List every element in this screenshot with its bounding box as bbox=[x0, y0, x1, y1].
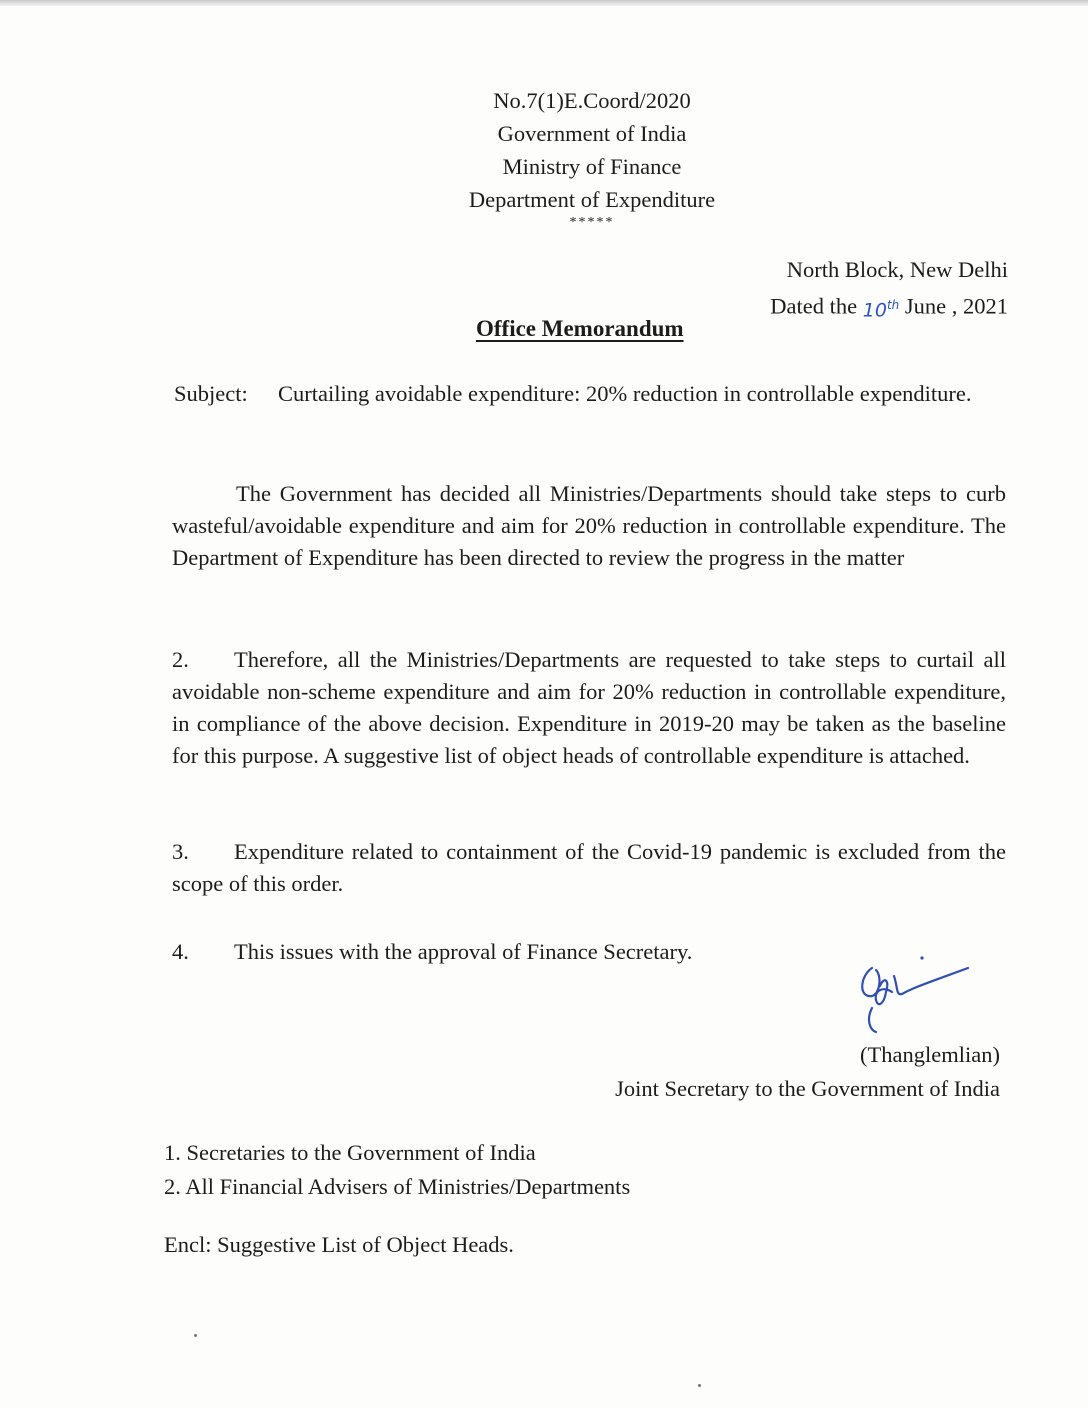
separator-stars: ***** bbox=[569, 215, 615, 230]
handwritten-day-number: 10 bbox=[862, 299, 887, 322]
memo-title: Office Memorandum bbox=[476, 316, 684, 341]
scan-speck bbox=[194, 1334, 197, 1337]
subject-text: Curtailing avoidable expenditure: 20% reduction in controllable expenditure. bbox=[278, 381, 972, 406]
paragraph-text: Expenditure related to containment of the Covid-19 pandemic is excluded from the scope of this order. bbox=[172, 839, 1006, 896]
handwritten-day bbox=[863, 289, 900, 326]
subject-label: Subject: bbox=[174, 381, 248, 406]
government-name: Government of India bbox=[497, 121, 687, 146]
paragraph-2 bbox=[172, 644, 1006, 772]
date-line bbox=[770, 286, 1008, 323]
paragraph-number: 4. bbox=[172, 939, 189, 964]
signature-dot bbox=[920, 956, 923, 959]
signature-stroke bbox=[862, 968, 968, 1032]
paragraph-1: The Government has decided all Ministries/Departments should take steps to curb wasteful/avoidable expenditure and aim for 20% reduction in controllable expenditure. The Department of Expenditure has been directed to review the progress in the matter bbox=[172, 481, 1006, 570]
signatory-name: (Thanglemlian) bbox=[860, 1042, 1000, 1067]
letterhead bbox=[392, 84, 792, 230]
paragraph-number: 3. bbox=[172, 839, 189, 864]
signatory-block bbox=[615, 1038, 1000, 1106]
place-and-date bbox=[770, 254, 1008, 323]
paragraph-number: 2. bbox=[172, 647, 189, 672]
reference-number: No.7(1)E.Coord/2020 bbox=[493, 88, 691, 113]
subject-block bbox=[174, 378, 1008, 410]
distribution-item: 2. All Financial Advisers of Ministries/Departments bbox=[164, 1174, 631, 1199]
paragraph-text: This issues with the approval of Finance Secretary. bbox=[234, 939, 693, 964]
paragraph-text: Therefore, all the Ministries/Departments are requested to take steps to curtail all avoidable non-scheme expenditure and aim for 20% reduction in controllable expenditure, in compliance of the above decision. Expenditure in 2019-20 may be taken as the baseline for this purpose. A suggestive list of object heads of controllable expenditure is attached. bbox=[172, 647, 1006, 768]
handwritten-day-suffix: th bbox=[886, 298, 900, 312]
paragraph-3 bbox=[172, 836, 1006, 900]
scan-edge bbox=[0, 0, 1088, 6]
distribution-item: 1. Secretaries to the Government of India bbox=[164, 1140, 536, 1165]
department-name: Department of Expenditure bbox=[468, 187, 716, 212]
handwritten-signature bbox=[850, 946, 980, 1046]
ministry-name: Ministry of Finance bbox=[502, 154, 682, 179]
date-prefix: Dated the bbox=[770, 293, 858, 319]
enclosure-note: Encl: Suggestive List of Object Heads. bbox=[164, 1232, 514, 1257]
date-rest: June , 2021 bbox=[904, 293, 1008, 319]
scan-speck bbox=[698, 1384, 701, 1387]
signatory-designation: Joint Secretary to the Government of India bbox=[615, 1076, 1000, 1101]
location: North Block, New Delhi bbox=[786, 257, 1008, 282]
distribution-list bbox=[164, 1136, 630, 1204]
